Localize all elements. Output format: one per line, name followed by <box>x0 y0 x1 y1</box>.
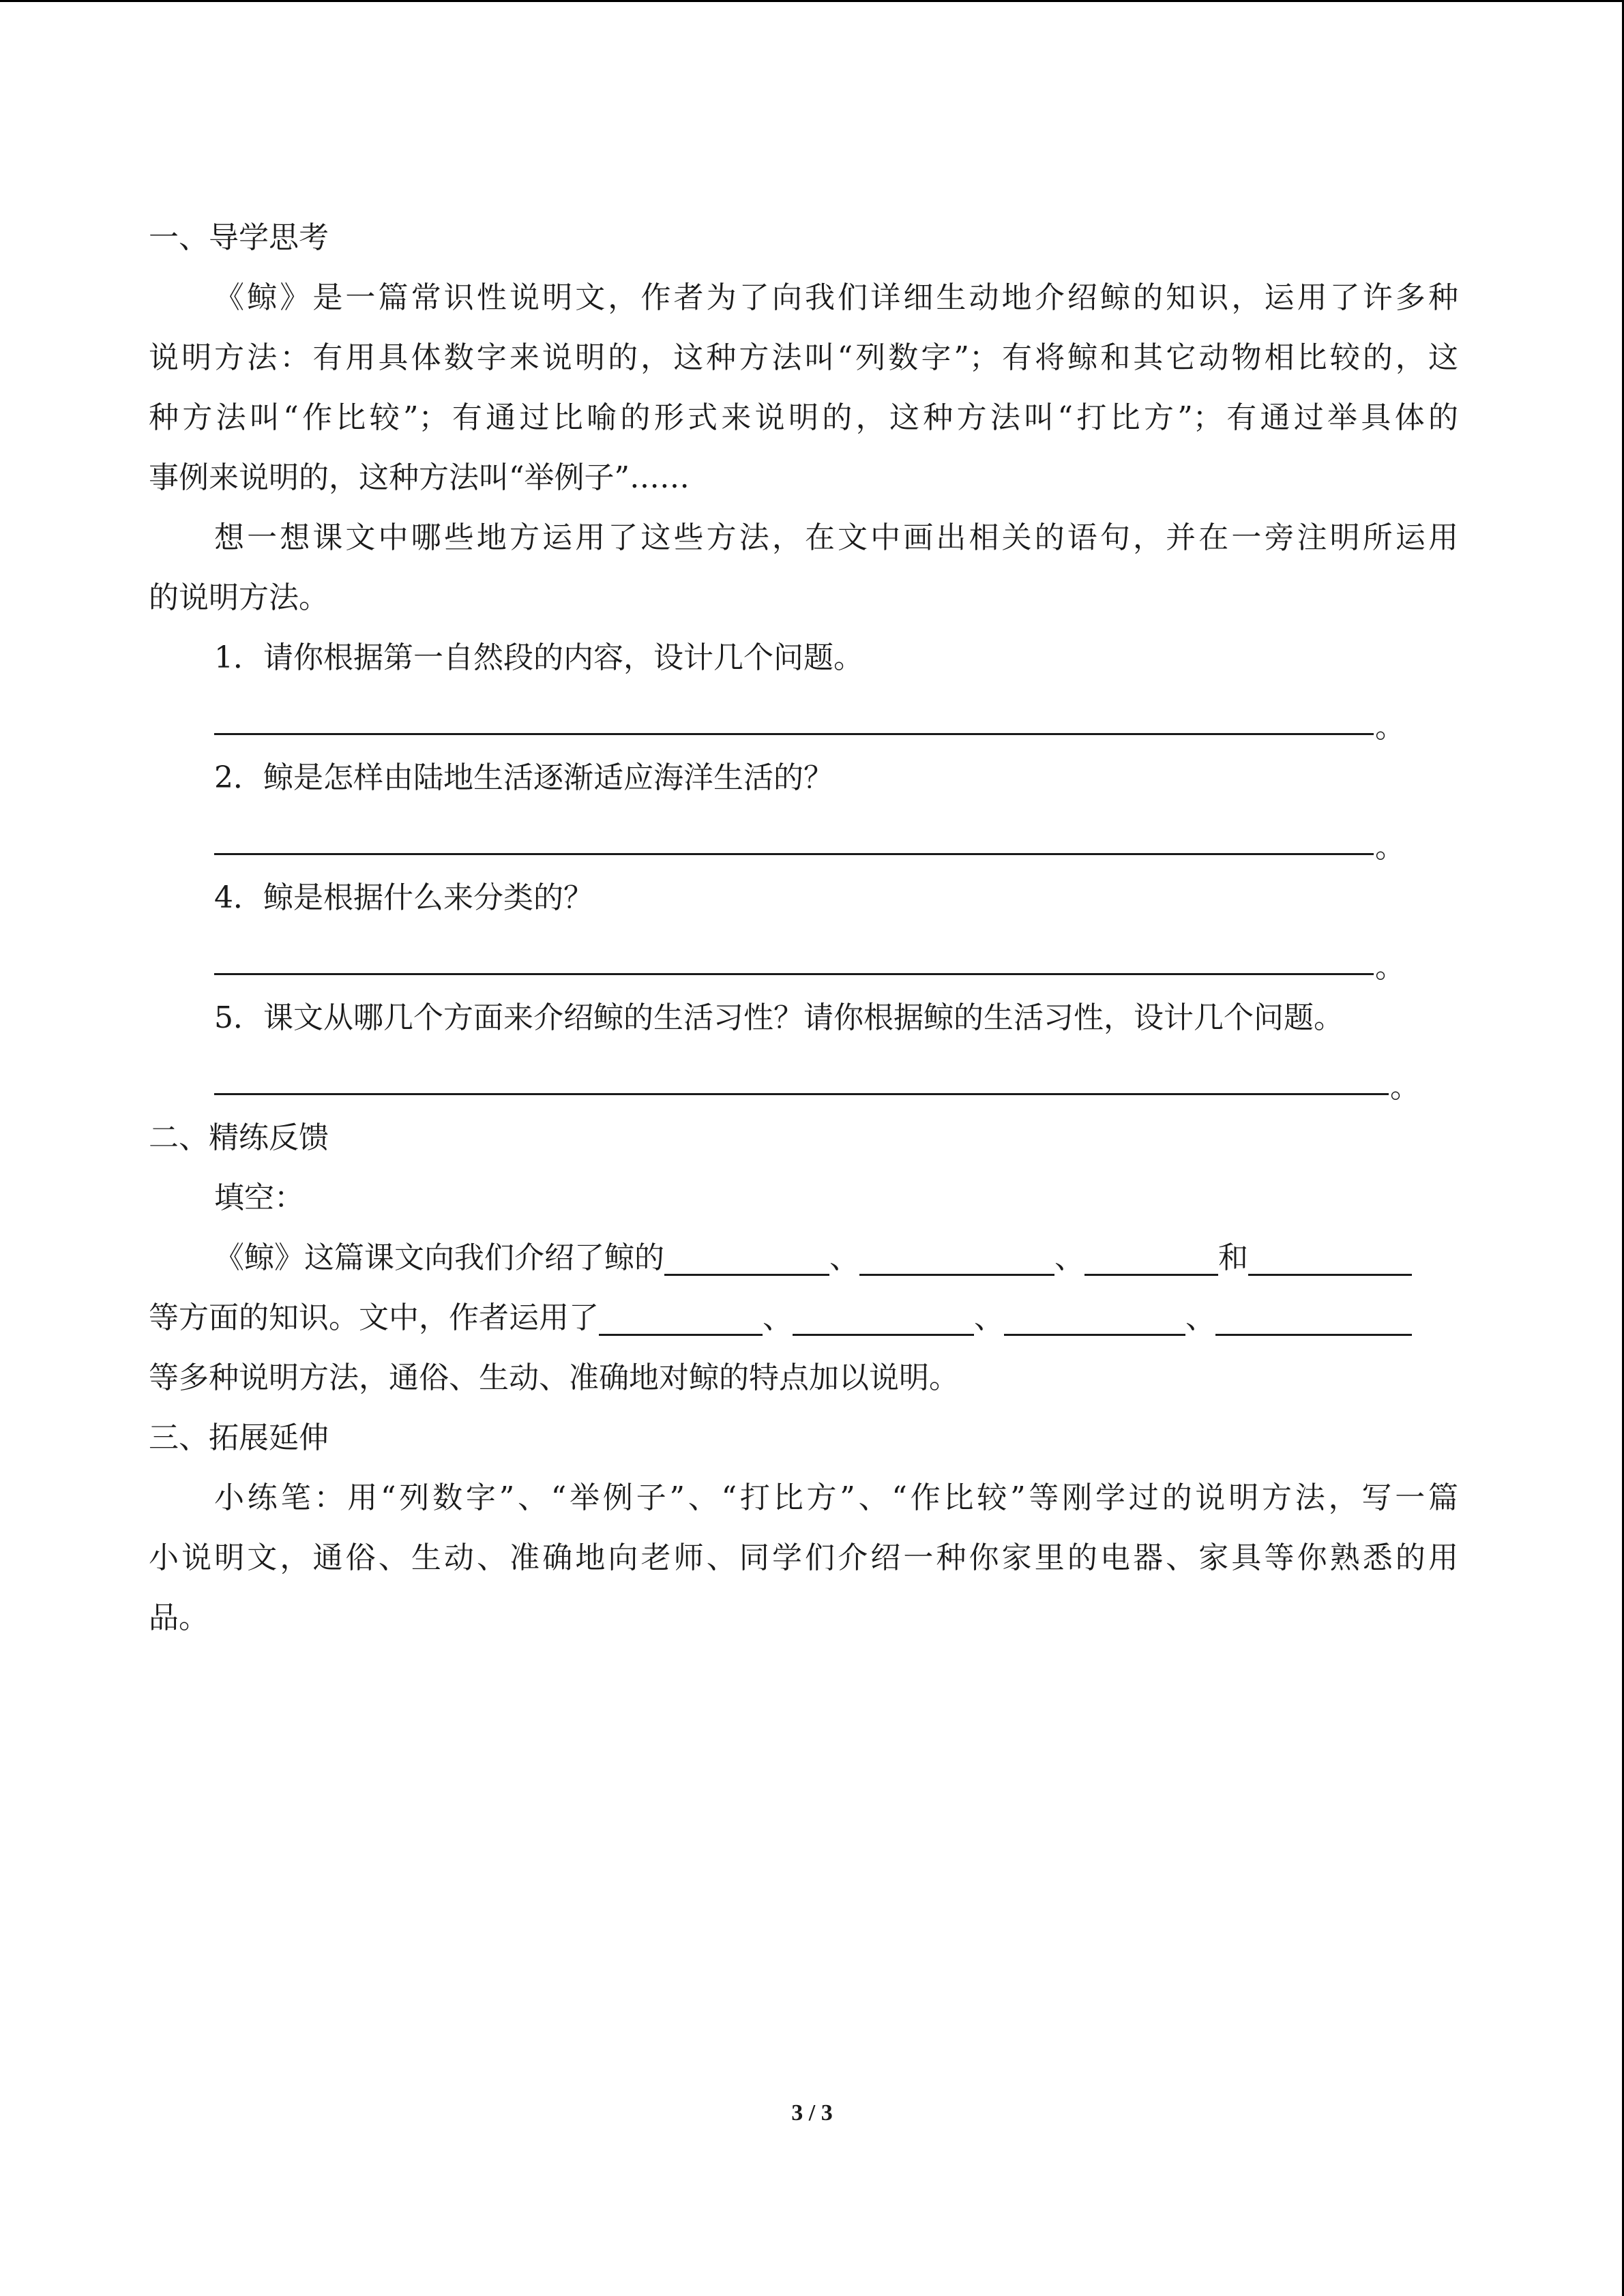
section3-heading: 三、拓展延伸 <box>149 1420 329 1455</box>
section1-heading: 一、导学思考 <box>149 220 329 255</box>
fill-line-3: 等多种说明方法，通俗、生动、准确地对鲸的特点加以说明。 <box>149 1360 959 1395</box>
question-2: 2．鲸是怎样由陆地生活逐渐适应海洋生活的？ <box>214 760 833 795</box>
answer-period: 。 <box>1375 950 1405 985</box>
fill-blank[interactable] <box>793 1294 974 1336</box>
answer-row-2 <box>149 808 1458 868</box>
question-4: 4．鲸是根据什么来分类的？ <box>214 880 593 915</box>
and-word: 和 <box>1218 1240 1248 1275</box>
answer-row-1 <box>149 688 1458 748</box>
fill-line-2-text: 等方面的知识。文中，作者运用了 <box>149 1300 599 1335</box>
intro-line-3: 种方法叫“作比较”；有通过比喻的形式来说明的，这种方法叫“打比方”；有通过举具体的 <box>149 400 1458 435</box>
separator: 、 <box>829 1240 859 1275</box>
answer-row-3 <box>149 928 1458 988</box>
answer-period: 。 <box>1390 1070 1420 1105</box>
section2-heading: 二、精练反馈 <box>149 1120 329 1155</box>
fill-line-2 <box>149 1288 1458 1348</box>
answer-line-3[interactable] <box>214 973 1374 975</box>
fill-blank[interactable] <box>1215 1294 1412 1336</box>
fill-blank[interactable] <box>1004 1294 1185 1336</box>
practice-line-3: 品。 <box>149 1600 209 1635</box>
answer-line-2[interactable] <box>214 853 1374 855</box>
fill-blank[interactable] <box>1248 1234 1412 1276</box>
fill-blank[interactable] <box>599 1294 763 1336</box>
answer-period: 。 <box>1375 710 1405 745</box>
question-5: 5．课文从哪几个方面来介绍鲸的生活习性？请你根据鲸的生活习性，设计几个问题。 <box>214 1000 1344 1035</box>
separator: 、 <box>1185 1300 1215 1335</box>
fill-blank[interactable] <box>664 1234 829 1276</box>
fill-line-1-text: 《鲸》这篇课文向我们介绍了鲸的 <box>214 1240 664 1275</box>
answer-line-4[interactable] <box>214 1093 1389 1095</box>
fill-blank[interactable] <box>1084 1234 1218 1276</box>
page-top-border <box>0 0 1624 2</box>
separator: 、 <box>763 1300 793 1335</box>
practice-line-1: 小练笔：用“列数字”、“举例子”、“打比方”、“作比较”等刚学过的说明方法，写一篇 <box>214 1480 1458 1515</box>
document-body <box>149 208 1458 1648</box>
fill-label: 填空： <box>214 1180 304 1215</box>
practice-line-2: 小说明文，通俗、生动、准确地向老师、同学们介绍一种你家里的电器、家具等你熟悉的用 <box>149 1540 1458 1575</box>
intro-line-2: 说明方法：有用具体数字来说明的，这种方法叫“列数字”；有将鲸和其它动物相比较的，这 <box>149 340 1458 375</box>
answer-row-4 <box>149 1048 1458 1108</box>
fill-blank[interactable] <box>859 1234 1054 1276</box>
intro-line-4: 事例来说明的，这种方法叫“举例子”…… <box>149 460 690 495</box>
answer-period: 。 <box>1375 830 1405 865</box>
separator: 、 <box>974 1300 1004 1335</box>
separator: 、 <box>1054 1240 1084 1275</box>
question-1: 1．请你根据第一自然段的内容，设计几个问题。 <box>214 640 863 675</box>
answer-line-1[interactable] <box>214 733 1374 735</box>
task-line-1: 想一想课文中哪些地方运用了这些方法，在文中画出相关的语句，并在一旁注明所运用 <box>214 520 1458 555</box>
task-line-2: 的说明方法。 <box>149 580 329 615</box>
intro-line-1: 《鲸》是一篇常识性说明文，作者为了向我们详细生动地介绍鲸的知识，运用了许多种 <box>214 280 1458 315</box>
page-number: 3 / 3 <box>791 2100 833 2126</box>
fill-line-1 <box>149 1228 1458 1288</box>
